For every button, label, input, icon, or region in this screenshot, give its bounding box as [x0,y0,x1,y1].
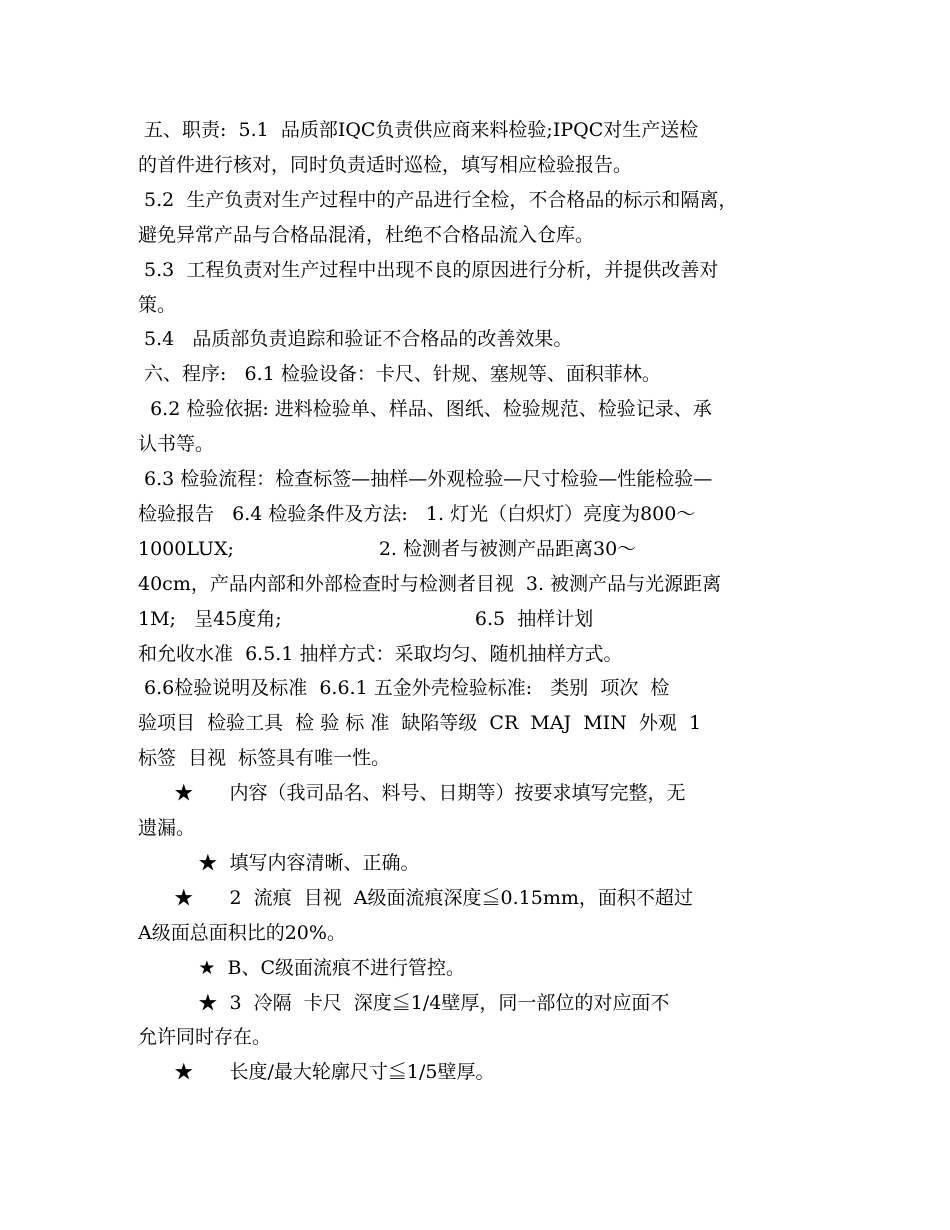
text-line: ★ 内容（我司品名、料号、日期等）按要求填写完整，无 [138,782,686,805]
text-line: A级面总面积比的20%。 [138,921,346,944]
text-line: ★ 2 流痕 目视 A级面流痕深度≦0.15mm，面积不超过 [138,886,693,909]
text-line: 的首件进行核对，同时负责适时巡检，填写相应检验报告。 [138,153,633,176]
text-line: ★ 长度/最大轮廓尺寸≦1/5壁厚。 [138,1061,495,1084]
text-line: 5.4 品质部负责追踪和验证不合格品的改善效果。 [138,328,573,351]
text-line: 六、程序: 6.1 检验设备：卡尺、针规、塞规等、面积菲林。 [138,363,661,386]
text-line: ★ 3 冷隔 卡尺 深度≦1/4壁厚，同一部位的对应面不 [138,991,670,1014]
text-line: 五、职责: 5.1 品质部IQC负责供应商来料检验;IPQC对生产送检 [138,119,699,141]
text-line: 避免异常产品与合格品混淆，杜绝不合格品流入仓库。 [138,223,595,246]
text-line: 策。 [138,293,177,316]
text-line: 40cm，产品内部和外部检查时与检测者目视 3. 被测产品与光源距离 [138,572,722,595]
text-line: 标签 目视 标签具有唯一性。 [138,747,391,770]
text-line: 1M; 呈45度角; 6.5 抽样计划 [138,607,594,630]
text-line: 验项目 检验工具 检 验 标 准 缺陷等级 CR MAJ MIN 外观 1 [138,712,702,735]
text-line: 检验报告 6.4 检验条件及方法: 1. 灯光（白炽灯）亮度为800～ [138,502,696,525]
text-line: 1000LUX; 2. 检测者与被测产品距离30～ [138,537,637,560]
text-line: 遗漏。 [138,817,196,839]
text-line: 认书等。 [138,433,215,456]
text-line: ★ B、C级面流痕不进行管控。 [138,956,466,979]
text-line: 6.3 检验流程：检查标签—抽样—外观检验—尺寸检验—性能检验— [138,468,713,490]
text-line: 5.2 生产负责对生产过程中的产品进行全检，不合格品的标示和隔离， [138,188,738,211]
text-line: 允许同时存在。 [138,1026,272,1049]
text-line: 6.2 检验依据: 进料检验单、样品、图纸、检验规范、检验记录、承 [138,398,712,421]
text-line: 6.6检验说明及标准 6.6.1 五金外壳检验标准: 类别 项次 检 [138,677,670,700]
text-line: ★ 填写内容清晰、正确。 [138,851,420,874]
text-line: 和允收水准 6.5.1 抽样方式：采取均匀、随机抽样方式。 [138,642,623,665]
text-line: 5.3 工程负责对生产过程中出现不良的原因进行分析，并提供改善对 [138,258,719,281]
